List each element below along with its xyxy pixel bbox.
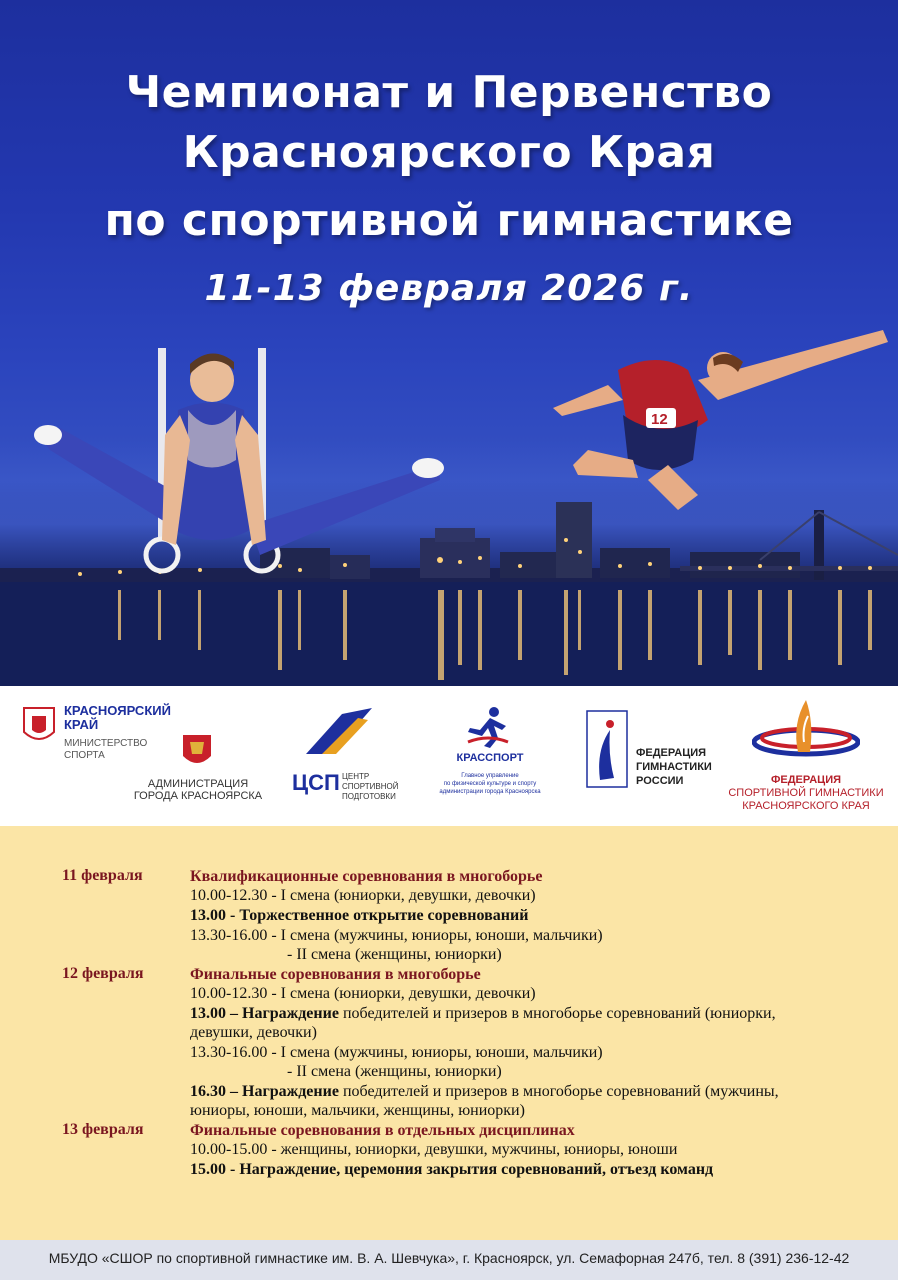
schedule-day2-line5-bold: 16.30 – Награждение (190, 1083, 339, 1100)
poster-dates: 11-13 февраля 2026 г. (204, 268, 694, 309)
csp-logo-icon (302, 704, 376, 764)
male-gymnast-on-rings (30, 340, 450, 610)
admin-line2: ГОРОДА КРАСНОЯРСКА (133, 790, 263, 802)
schedule-day1-heading: Квалификационные соревнования в многоборье (190, 868, 543, 885)
schedule-day2-line5-rest: победителей и призеров в многоборье соревнований (мужчины, (338, 1083, 779, 1100)
fsgk-line1: ФЕДЕРАЦИЯ (770, 774, 842, 786)
schedule-day2-line2-bold: 13.00 – Награждение (190, 1005, 339, 1022)
fgr-line1: ФЕДЕРАЦИЯ (636, 747, 707, 759)
krasport-name: КРАССПОРТ (456, 752, 524, 764)
krasport-line2: по физической культуре и спорту (443, 781, 537, 787)
poster-title-line3: по спортивной гимнастике (104, 195, 794, 246)
schedule-day2-line5b: юниоры, юноши, мальчики, женщины, юниорки) (190, 1102, 525, 1119)
schedule-day1-line3: 13.30-16.00 - I смена (мужчины, юниоры, юноши, мальчики) (190, 927, 603, 944)
schedule-day1-line4: - II смена (женщины, юниорки) (287, 946, 502, 963)
kray-gymnastics-federation-icon (752, 694, 860, 768)
bib-number-text: 12 (651, 411, 668, 428)
krasnoyarsk-kray-crest-icon (22, 706, 56, 746)
schedule-day2-line3: 13.30-16.00 - I смена (мужчины, юниоры, юноши, мальчики) (190, 1044, 603, 1061)
schedule-day2-line1: 10.00-12.30 - I смена (юниорки, девушки, девочки) (190, 985, 536, 1002)
schedule-day2-heading: Финальные соревнования в многоборье (190, 966, 481, 983)
kray-line1: КРАСНОЯРСКИЙ (64, 703, 171, 718)
krasnoyarsk-city-crest-icon (182, 734, 212, 770)
fgr-line3: РОССИИ (636, 775, 684, 787)
schedule-day2-line2-rest: победителей и призеров в многоборье соревнований (юниорки, (338, 1005, 776, 1022)
fgr-line2: ГИМНАСТИКИ (636, 761, 712, 773)
female-gymnast-leap (548, 320, 893, 520)
krasport-line3: администрации города Красноярска (439, 789, 541, 795)
schedule-day2-date: 12 февраля (62, 965, 144, 982)
csp-line2: СПОРТИВНОЙ (342, 782, 399, 791)
sponsor-logos-strip (0, 686, 898, 826)
csp-mark: ЦСП (292, 770, 340, 795)
competition-schedule (0, 826, 898, 1240)
csp-line3: ПОДГОТОВКИ (342, 792, 396, 801)
admin-line1: АДМИНИСТРАЦИЯ (147, 778, 249, 790)
poster-title-line1: Чемпионат и Первенство (125, 67, 773, 118)
schedule-day3-heading: Финальные соревнования в отдельных дисциплинах (190, 1122, 575, 1139)
ministry-line1: МИНИСТЕРСТВО (64, 738, 148, 749)
schedule-day3-date: 13 февраля (62, 1121, 144, 1138)
schedule-day1-line2: 13.00 - Торжественное открытие соревнований (190, 907, 529, 924)
fsgk-line2: СПОРТИВНОЙ ГИМНАСТИКИ (728, 787, 884, 799)
csp-line1: ЦЕНТР (342, 772, 370, 781)
poster-title-line2: Красноярского Края (182, 127, 716, 178)
schedule-day1-line1: 10.00-12.30 - I смена (юниорки, девушки, девочки) (190, 887, 536, 904)
schedule-day2-line4: - II смена (женщины, юниорки) (287, 1063, 502, 1080)
kray-line2: КРАЙ (64, 717, 99, 732)
schedule-day1-date: 11 февраля (62, 867, 143, 884)
ministry-line2: СПОРТА (64, 750, 105, 761)
krassport-runner-icon (466, 704, 510, 748)
schedule-day3-line1: 10.00-15.00 - женщины, юниорки, девушки, мужчины, юниоры, юноши (190, 1141, 678, 1158)
schedule-day3-line2: 15.00 - Награждение, церемония закрытия соревнований, отъезд команд (190, 1161, 714, 1178)
schedule-day2-line2b: девушки, девочки) (190, 1024, 317, 1041)
krasport-line1: Главное управление (461, 773, 519, 779)
fsgk-line3: КРАСНОЯРСКОГО КРАЯ (742, 800, 870, 812)
schedule-day2-line5 (190, 1082, 779, 1101)
footer-address: МБУДО «СШОР по спортивной гимнастике им. В. А. Шевчука», г. Красноярск, ул. Семафорная 247б, тел. 8 (391) 236-12-42 (0, 1240, 898, 1280)
gymnastics-federation-russia-icon (586, 710, 628, 788)
schedule-day2-line2 (190, 1004, 776, 1023)
page-right-margin (898, 0, 904, 1280)
